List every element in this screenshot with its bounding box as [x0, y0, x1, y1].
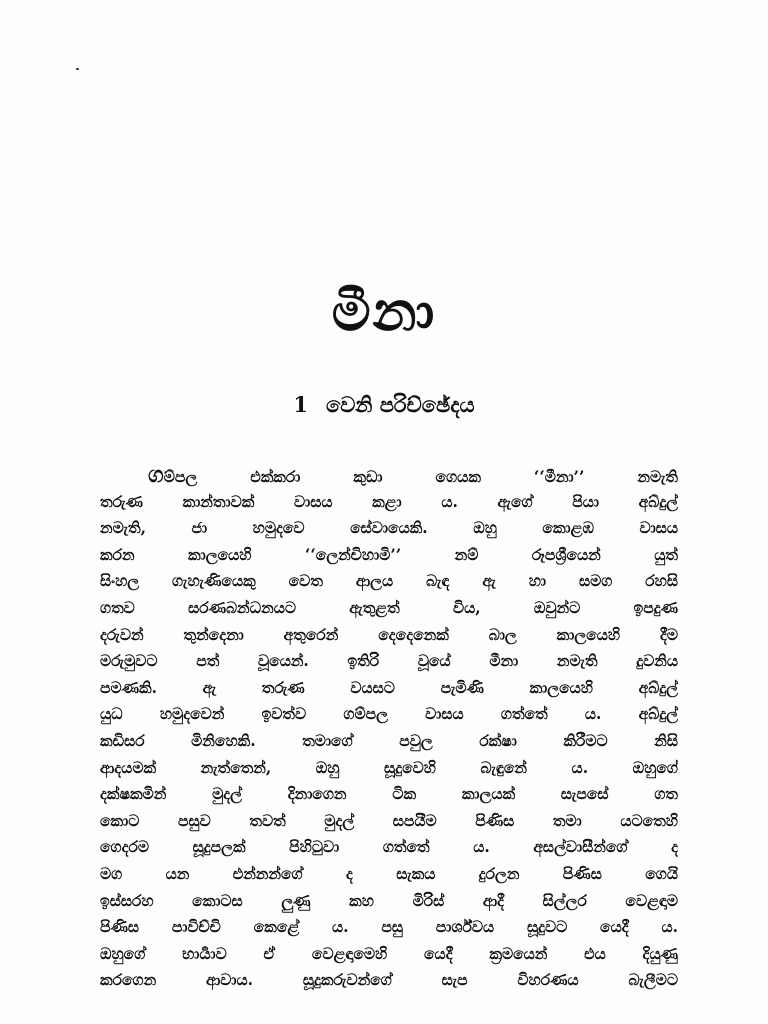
text-line: නමැති, ජා හමුදවෙ සේවායෙකි. ඔහු කොළඹ වාසය	[100, 518, 678, 538]
text-line: පමණකි. ඇ තරුණ වයසට පැමිණි කාලයෙහි අබ්දුල්	[100, 677, 678, 697]
text-line: සිංහල ගැහැණියෙකු වෙත ආලය බැඳ ඇ හා සමග රහසි	[100, 571, 678, 591]
chapter-paragraph	[100, 462, 678, 994]
text-line: කරන කාලයෙහි ‘‘ලෙන්චිහාමි’’ නම් රූපශ්‍රීයෙන් යුත්	[100, 544, 678, 564]
text-line: යුධ හමුදවෙන් ඉවත්ව ගම්පල වාසය ගත්තේ ය. අබ්දුල්	[100, 704, 678, 724]
drop-cap: ග	[148, 462, 164, 488]
text-line: දරුවන් තුන්දෙනා අතුරෙන් දෙදෙනෙක් බාල කාලයෙහි දීම	[100, 624, 678, 644]
page-title: මීනා	[331, 279, 437, 343]
text-line: ඉස්සරහ කොටස ලුණු කහ මිරිස් ආදී සිල්ලර වෙළඳාම	[100, 890, 678, 910]
text-line: ගෙදරම සූදුපලක් පිහිටුවා ගත්තේ ය. අසල්වාසීන්ගේ ද	[100, 837, 678, 857]
text-line: මග යන එන්නන්ගේ ද සැකය දුරලන පිණිස ගෙයි	[100, 863, 678, 883]
text-line: ආදයමක් නැත්තෙන්, ඔහු සූදුවෙහි බැඳුනේ ය. ඔහුගේ	[100, 757, 678, 777]
text-line: මරුමුවට පත් වූයෙන්. ඉතිරි වූයේ මීනා නමැති දුවනිය	[100, 651, 678, 671]
text-line: දක්ෂකමින් මුදල් දිනාගෙන ටික කාලයක් සැපසේ ගත	[100, 784, 678, 804]
chapter-heading	[0, 392, 768, 417]
text-line: ගතව සරණබන්ධනයට ඇතුළත් විය, ඔවුන්ට ඉපදුණ	[100, 597, 678, 617]
text-line: කරගෙන ආවාය. සූදුකරුවන්ගේ සැප විහරණය බැලීමට	[100, 970, 678, 990]
text-line: කඩිසර මිනිහෙකි. තමාගේ පවුල රක්ෂා කිරීමට නිසි	[100, 730, 678, 750]
text-line: කොට පසුව තවත් මුදල් සපයීම පිණිස තමා යටතෙහි	[100, 810, 678, 830]
chapter-label: වෙනි පරිච්ඡේදය	[325, 392, 475, 417]
text-line-content: ම්පල එක්කරා කුඩා ගෙයක ‘‘මීනා’’ නමැති	[163, 467, 678, 486]
text-line: පිණිස පාවිච්චි කෙළේ ය. පසු පාර්ශ්වය සූදුවට යෙදී ය.	[100, 917, 678, 937]
text-line	[100, 462, 678, 489]
text-line: තරුණ කාන්තාවක් වාසය කළා ය. ඇගේ පියා අබ්දුල්	[100, 491, 678, 511]
chapter-number: 1	[293, 392, 308, 417]
text-line: ඔහුගේ භාර්‍යාව ඒ වෙළඳාමෙහි යෙදී ක්‍රමයෙන් එය දියුණු	[100, 943, 678, 963]
page-speck	[76, 68, 79, 70]
